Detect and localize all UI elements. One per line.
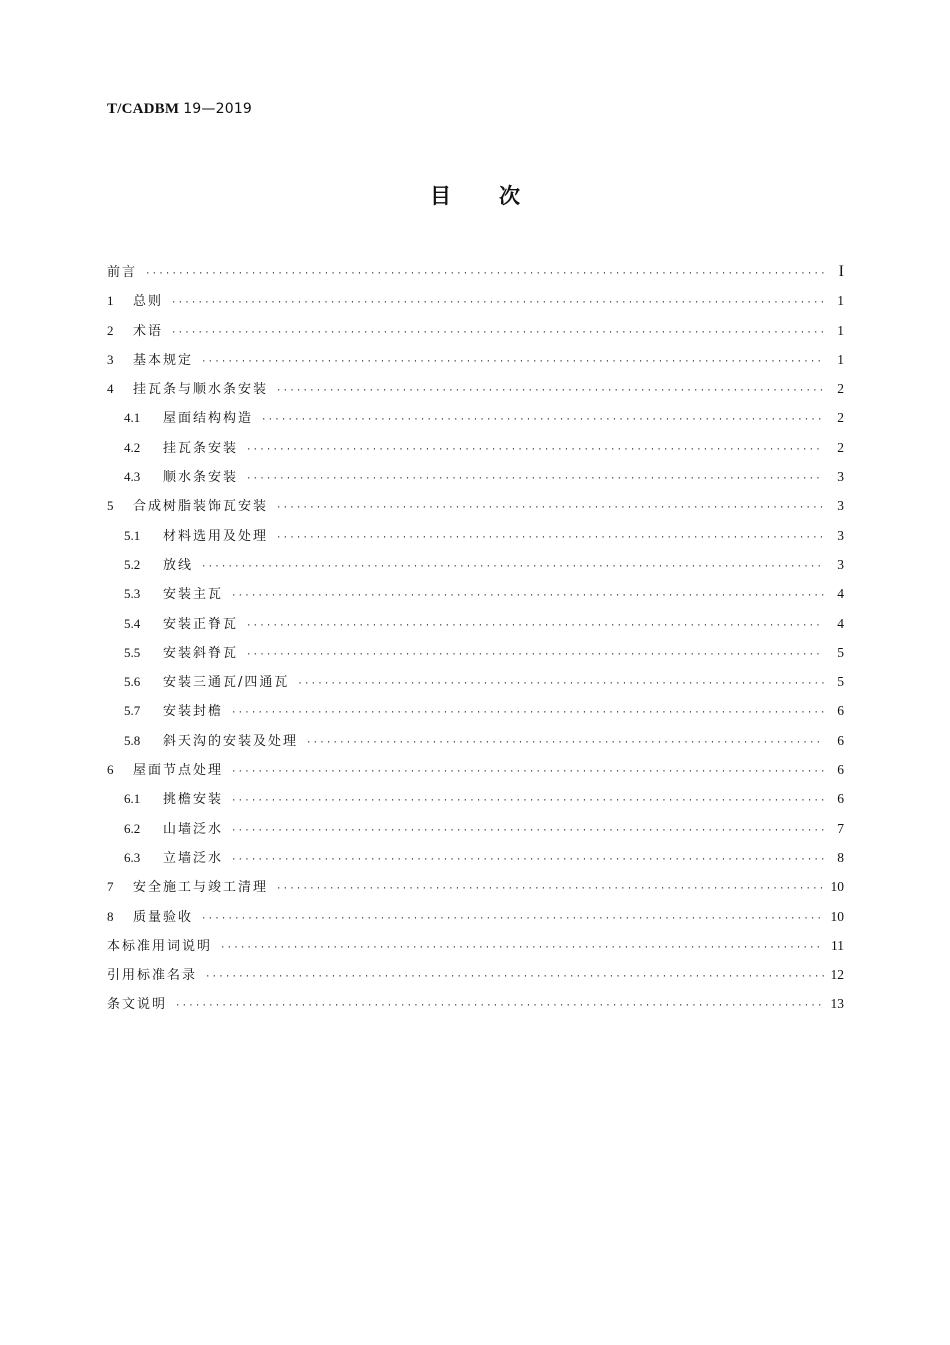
toc-leader-dots (201, 553, 824, 582)
toc-entry-page: 13 (830, 996, 844, 1012)
toc-leader-dots (201, 348, 824, 377)
toc-leader-dots (306, 729, 824, 758)
toc-entry-label: 前言 (107, 265, 138, 280)
toc-entry-label: 安装封檐 (163, 704, 224, 720)
toc-entry-page: 2 (837, 381, 844, 397)
toc-entry-number: 5 (107, 498, 114, 514)
toc-entry-number: 2 (107, 322, 114, 338)
toc-entry-number: 5.6 (124, 674, 141, 690)
toc-entry-number: 5.7 (124, 703, 141, 719)
toc-entry[interactable] (107, 843, 844, 872)
toc-entry-number: 7 (107, 879, 114, 895)
toc-leader-dots (276, 524, 824, 553)
document-code (107, 101, 252, 118)
toc-entry-page: 2 (837, 410, 844, 426)
toc-entry[interactable] (107, 286, 844, 315)
toc-entry-label: 挂瓦条安装 (163, 440, 239, 456)
toc-entry-number: 6.3 (124, 849, 141, 865)
toc-entry[interactable] (107, 462, 844, 491)
toc-entry-number: 3 (107, 351, 114, 367)
toc-leader-dots (231, 699, 824, 728)
toc-entry-page: 1 (837, 322, 844, 338)
toc-entry-page: 6 (837, 703, 844, 719)
toc-entry-page: 6 (837, 732, 844, 748)
standard-prefix: T/CADBM (107, 101, 180, 117)
toc-entry-number: 4.1 (124, 410, 141, 426)
toc-entry-number: 5.5 (124, 644, 141, 660)
toc-entry-number: 4.3 (124, 469, 141, 485)
toc-entry-label: 安装主瓦 (163, 587, 224, 603)
toc-entry-number: 4 (107, 381, 114, 397)
toc-leader-dots (171, 319, 824, 348)
toc-entry-number: 8 (107, 908, 114, 924)
toc-entry[interactable] (107, 521, 844, 550)
toc-entry-label: 立墙泛水 (163, 850, 224, 866)
toc-leader-dots (171, 289, 824, 318)
toc-leader-dots (231, 758, 824, 787)
toc-entry-number: 5.2 (124, 556, 141, 572)
toc-leader-dots (175, 992, 824, 1021)
toc-entry-page: 3 (837, 498, 844, 514)
toc-entry-label: 安装斜脊瓦 (163, 645, 239, 661)
toc-entry[interactable] (107, 491, 844, 520)
toc-entry-label: 安装三通瓦/四通瓦 (163, 675, 290, 691)
toc-entry-label: 本标准用词说明 (107, 938, 213, 954)
toc-entry[interactable] (107, 403, 844, 432)
toc-leader-dots (231, 582, 824, 611)
toc-entry-page: 10 (830, 879, 844, 895)
toc-entry-number: 6 (107, 762, 114, 778)
toc-entry-page: 5 (837, 674, 844, 690)
toc-entry-label: 安全施工与竣工清理 (133, 880, 269, 896)
toc-entry-label: 材料选用及处理 (163, 528, 269, 544)
toc-entry[interactable] (107, 696, 844, 725)
toc-entry-label: 安装正脊瓦 (163, 616, 239, 632)
toc-entry-page: 4 (837, 586, 844, 602)
toc-entry-page: 1 (837, 293, 844, 309)
toc-entry-page: 11 (831, 937, 844, 953)
toc-leader-dots (261, 406, 824, 435)
toc-entry-label: 术语 (133, 323, 164, 339)
toc-leader-dots (246, 436, 824, 465)
toc-leader-dots (246, 465, 824, 494)
toc-entry-page: 6 (837, 762, 844, 778)
toc-entry-page: 12 (830, 967, 844, 983)
toc-leader-dots (145, 260, 824, 289)
toc-entry[interactable] (107, 316, 844, 345)
toc-entry[interactable] (107, 814, 844, 843)
toc-entry-number: 4.2 (124, 439, 141, 455)
toc-entry-page: 3 (837, 469, 844, 485)
toc-entry-label: 基本规定 (133, 352, 194, 368)
toc-entry-label: 斜天沟的安装及处理 (163, 733, 299, 749)
toc-entry[interactable] (107, 755, 844, 784)
toc-entry[interactable] (107, 609, 844, 638)
toc-leader-dots (231, 817, 824, 846)
toc-entry[interactable] (107, 960, 844, 989)
toc-entry[interactable] (107, 550, 844, 579)
toc-entry-page: 10 (830, 908, 844, 924)
toc-entry-label: 合成树脂装饰瓦安装 (133, 499, 269, 515)
toc-leader-dots (276, 875, 824, 904)
toc-leader-dots (201, 905, 824, 934)
toc-entry-number: 6.1 (124, 791, 141, 807)
toc-entry-label: 屋面结构构造 (163, 411, 254, 427)
toc-leader-dots (231, 787, 824, 816)
toc-entry[interactable] (107, 433, 844, 462)
table-of-contents (107, 257, 844, 1019)
toc-leader-dots (276, 377, 824, 406)
toc-leader-dots (297, 670, 824, 699)
toc-leader-dots (220, 934, 824, 963)
toc-leader-dots (231, 846, 824, 875)
toc-entry[interactable] (107, 872, 844, 901)
toc-entry-label: 放线 (163, 557, 194, 573)
toc-entry-number: 5.3 (124, 586, 141, 602)
toc-entry-page: 7 (837, 820, 844, 836)
toc-entry[interactable] (107, 784, 844, 813)
toc-entry[interactable] (107, 726, 844, 755)
toc-entry[interactable] (107, 579, 844, 608)
toc-entry-page: 8 (837, 849, 844, 865)
toc-entry-label: 引用标准名录 (107, 968, 198, 984)
toc-entry-page: 1 (837, 351, 844, 367)
toc-entry-label: 质量验收 (133, 909, 194, 925)
toc-entry-page: I (838, 263, 844, 280)
toc-entry-label: 山墙泛水 (163, 821, 224, 837)
page-title (0, 180, 950, 210)
toc-entry-number: 5.8 (124, 732, 141, 748)
toc-entry-page: 3 (837, 556, 844, 572)
toc-entry[interactable] (107, 989, 844, 1018)
toc-leader-dots (205, 963, 824, 992)
toc-entry-label: 条文说明 (107, 997, 168, 1013)
toc-entry-page: 3 (837, 527, 844, 543)
title-char-1: 目 (430, 184, 451, 208)
toc-entry-page: 6 (837, 791, 844, 807)
toc-entry[interactable] (107, 345, 844, 374)
toc-entry-label: 挂瓦条与顺水条安装 (133, 382, 269, 398)
toc-entry-label: 顺水条安装 (163, 470, 239, 486)
toc-entry-number: 6.2 (124, 820, 141, 836)
title-char-2: 次 (499, 184, 520, 208)
toc-entry-label: 总则 (133, 294, 164, 310)
toc-entry[interactable] (107, 667, 844, 696)
toc-entry-label: 挑檐安装 (163, 792, 224, 808)
toc-leader-dots (276, 494, 824, 523)
toc-entry[interactable] (107, 638, 844, 667)
toc-entry-page: 2 (837, 439, 844, 455)
toc-entry-page: 5 (837, 644, 844, 660)
toc-leader-dots (246, 612, 824, 641)
toc-entry[interactable] (107, 374, 844, 403)
toc-entry-number: 5.1 (124, 527, 141, 543)
toc-entry-number: 5.4 (124, 615, 141, 631)
toc-entry-page: 4 (837, 615, 844, 631)
toc-entry[interactable] (107, 902, 844, 931)
toc-entry-label: 屋面节点处理 (133, 763, 224, 779)
toc-leader-dots (246, 641, 824, 670)
standard-number: 19—2019 (183, 101, 253, 117)
toc-entry-number: 1 (107, 293, 114, 309)
toc-entry[interactable] (107, 931, 844, 960)
toc-entry[interactable] (107, 257, 844, 286)
